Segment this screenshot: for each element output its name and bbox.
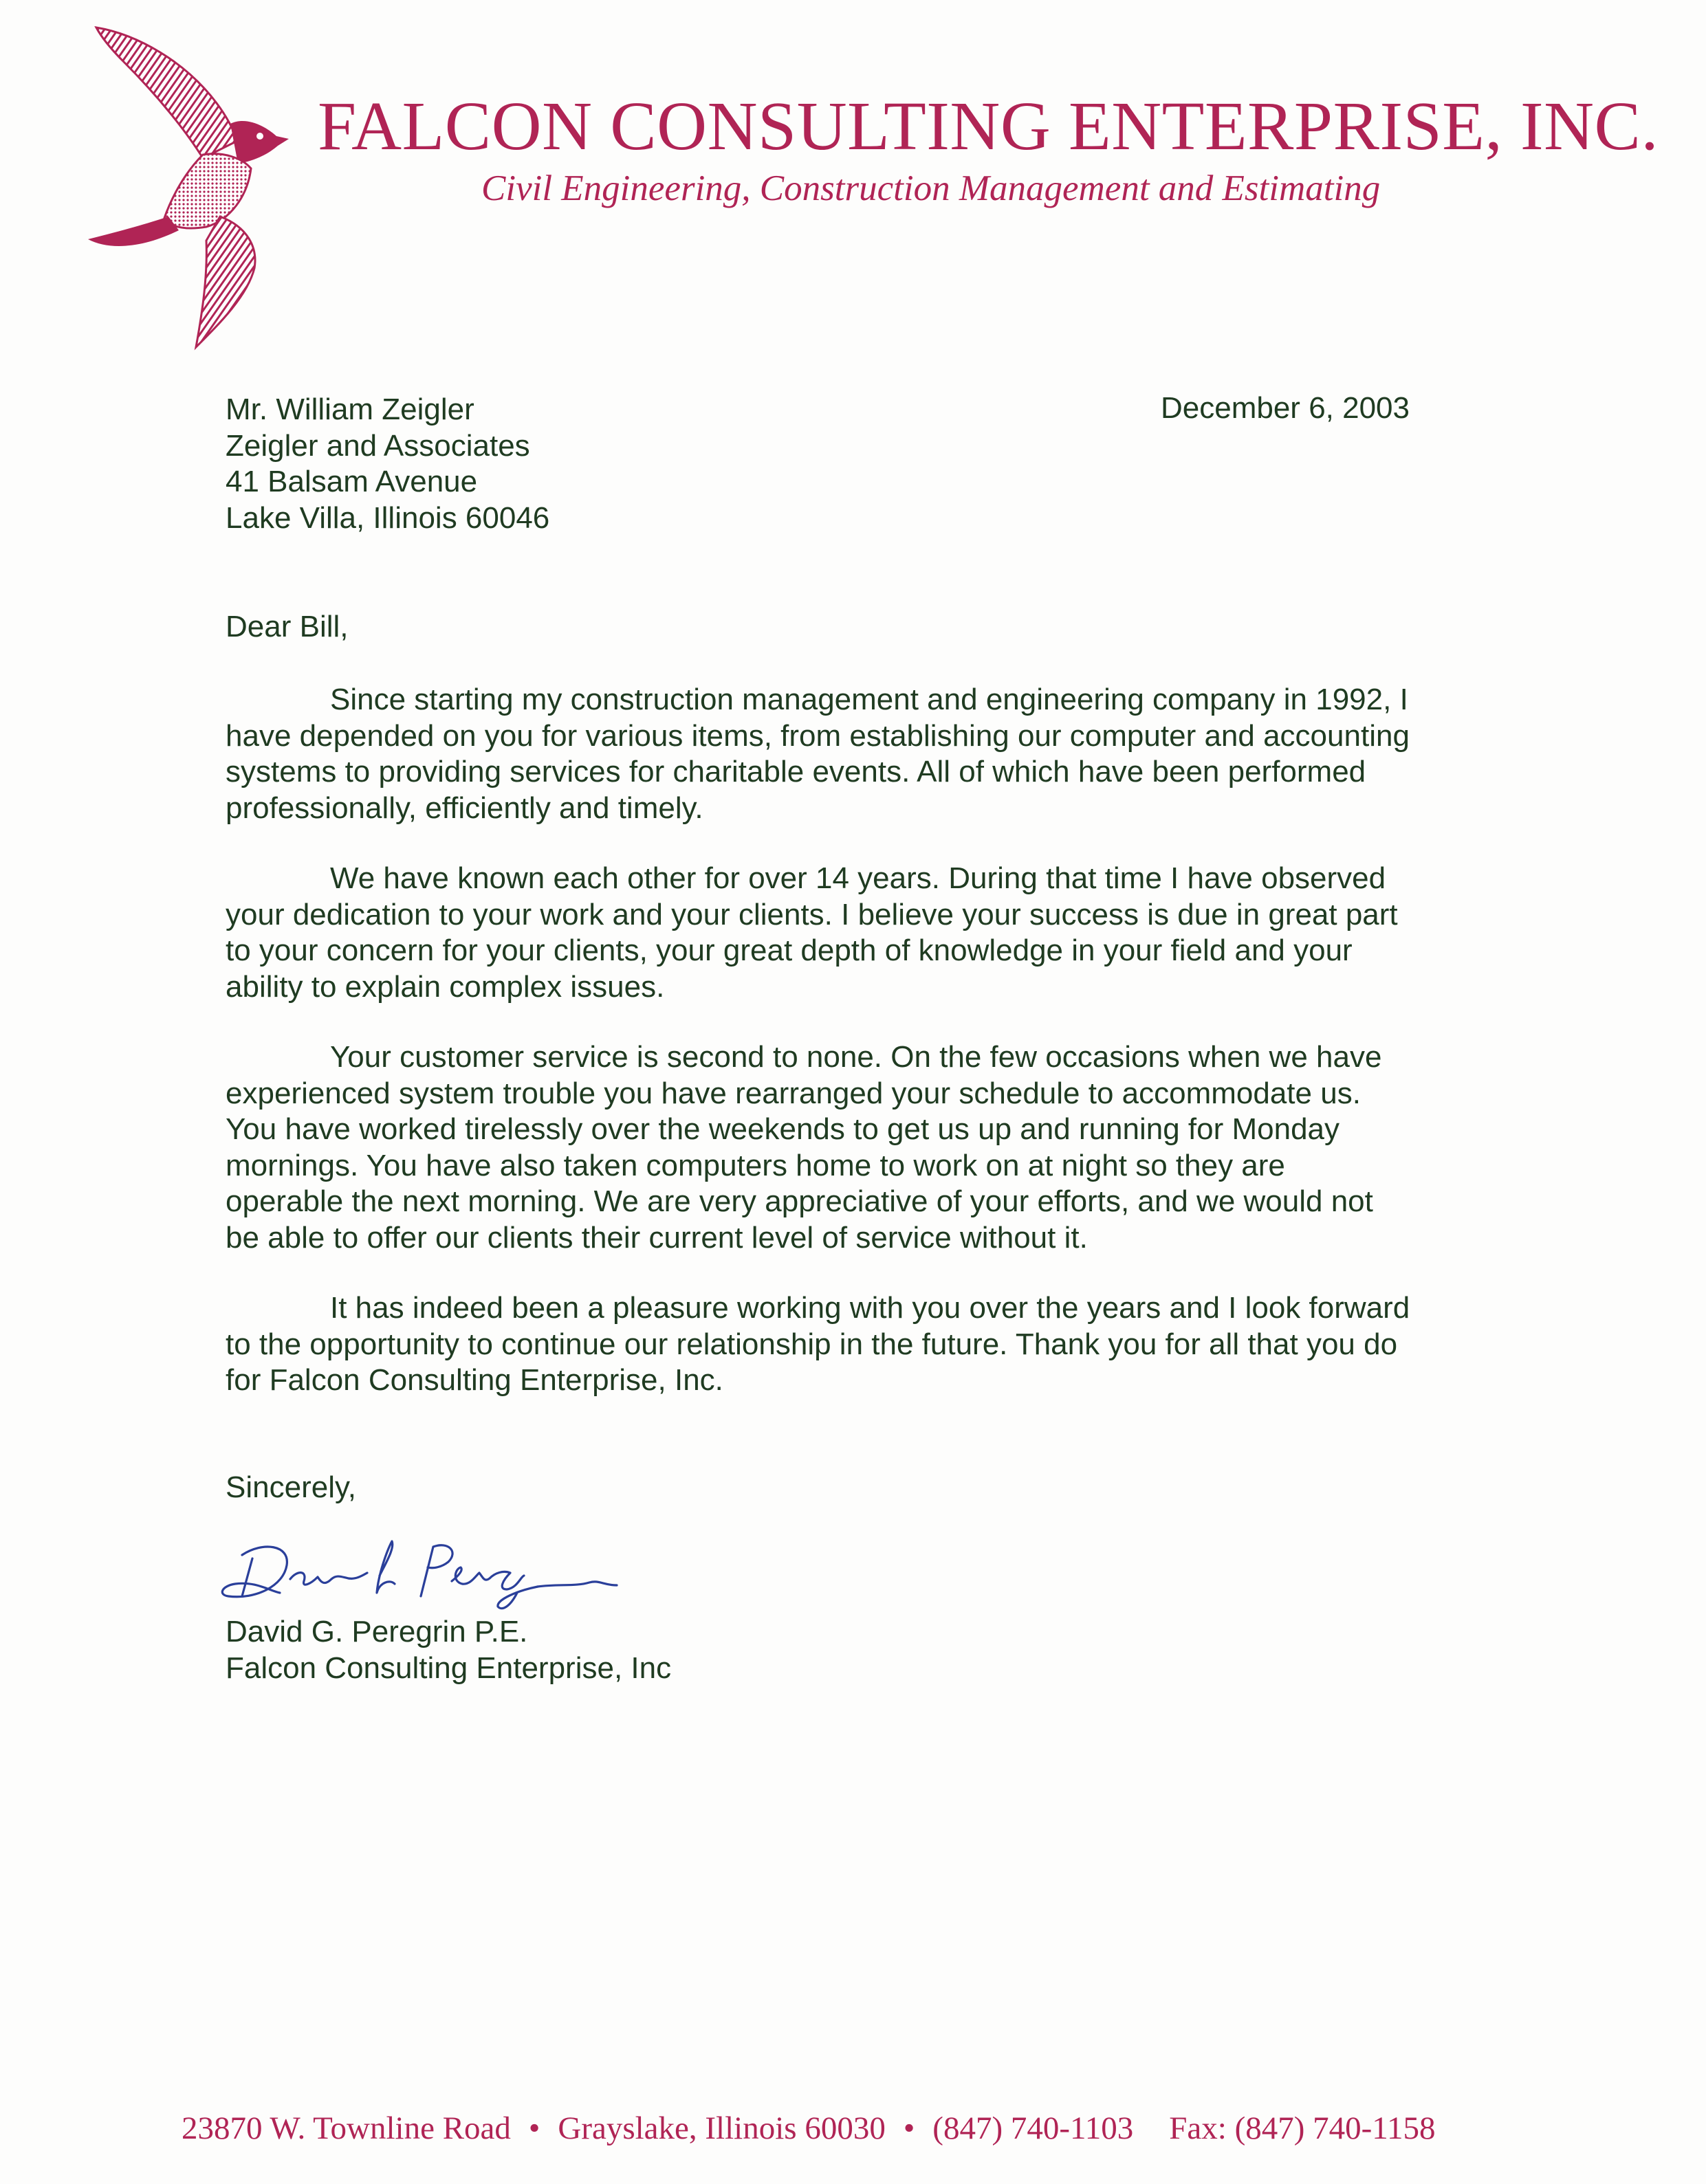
signer-company: Falcon Consulting Enterprise, Inc <box>226 1651 672 1685</box>
falcon-tail <box>88 217 179 246</box>
paragraph-line: systems to providing services for charitable events. All of which have been performed <box>226 755 1366 788</box>
paragraph-line: Your customer service is second to none. On the few occasions when we have <box>330 1040 1382 1074</box>
footer-street: 23870 W. Townline Road <box>182 2110 511 2146</box>
body-paragraph <box>226 1290 1484 1399</box>
paragraph-line: your dedication to your work and your clients. I believe your success is due in great part <box>226 897 1398 931</box>
footer-address <box>182 2109 1557 2148</box>
paragraph-line: ability to explain complex issues. <box>226 969 665 1004</box>
footer-fax: Fax: (847) 740-1158 <box>1169 2110 1436 2146</box>
falcon-head <box>230 121 289 164</box>
closing: Sincerely, <box>226 1470 356 1504</box>
paragraph-line: We have known each other for over 14 years. During that time I have observed <box>330 861 1386 895</box>
paragraph-line: professionally, efficiently and timely. <box>226 791 703 825</box>
recipient-address <box>226 392 549 536</box>
recipient-company: Zeigler and Associates <box>226 428 530 463</box>
paragraph-line: operable the next morning. We are very appreciative of your efforts, and we would not <box>226 1184 1373 1218</box>
footer-separator: • <box>903 2110 915 2146</box>
falcon-body <box>164 154 251 228</box>
footer-city: Grayslake, Illinois 60030 <box>558 2110 886 2146</box>
company-tagline: Civil Engineering, Construction Management and Estimating <box>481 168 1381 208</box>
recipient-name: Mr. William Zeigler <box>226 393 474 426</box>
body-paragraph <box>226 682 1484 826</box>
signer-name: David G. Peregrin P.E. <box>226 1615 528 1648</box>
paragraph-line: It has indeed been a pleasure working with you over the years and I look forward <box>330 1291 1410 1325</box>
paragraph-line: have depended on you for various items, from establishing our computer and accounting <box>226 718 1410 753</box>
recipient-city: Lake Villa, Illinois 60046 <box>226 500 550 535</box>
footer-phone: (847) 740-1103 <box>932 2110 1134 2146</box>
paragraph-line: experienced system trouble you have rearranged your schedule to accommodate us. <box>226 1076 1361 1110</box>
letter-date: December 6, 2003 <box>1161 391 1410 425</box>
paragraph-line: be able to offer our clients their current level of service without it. <box>226 1220 1088 1255</box>
paragraph-line: mornings. You have also taken computers home to work on at night so they are <box>226 1148 1285 1182</box>
company-name: FALCON CONSULTING ENTERPRISE, INC. <box>318 87 1659 164</box>
paragraph-line: for Falcon Consulting Enterprise, Inc. <box>226 1363 723 1397</box>
falcon-upper-wing <box>96 27 237 158</box>
paragraph-line: You have worked tirelessly over the weekends to get us up and running for Monday <box>226 1112 1340 1146</box>
body-paragraph <box>226 861 1484 1005</box>
paragraph-line: to the opportunity to continue our relationship in the future. Thank you for all that you do <box>226 1327 1398 1361</box>
signer-block <box>226 1614 671 1686</box>
body-paragraph <box>226 1039 1484 1256</box>
recipient-street: 41 Balsam Avenue <box>226 465 478 498</box>
falcon-lower-wing <box>196 217 255 347</box>
paragraph-line: to your concern for your clients, your great depth of knowledge in your field and your <box>226 934 1353 967</box>
paragraph-line: Since starting my construction management and engineering company in 1992, I <box>330 683 1408 716</box>
footer-separator: • <box>528 2110 540 2146</box>
falcon-icon <box>83 21 303 351</box>
handwritten-signature <box>215 1527 627 1617</box>
salutation: Dear Bill, <box>226 610 349 643</box>
